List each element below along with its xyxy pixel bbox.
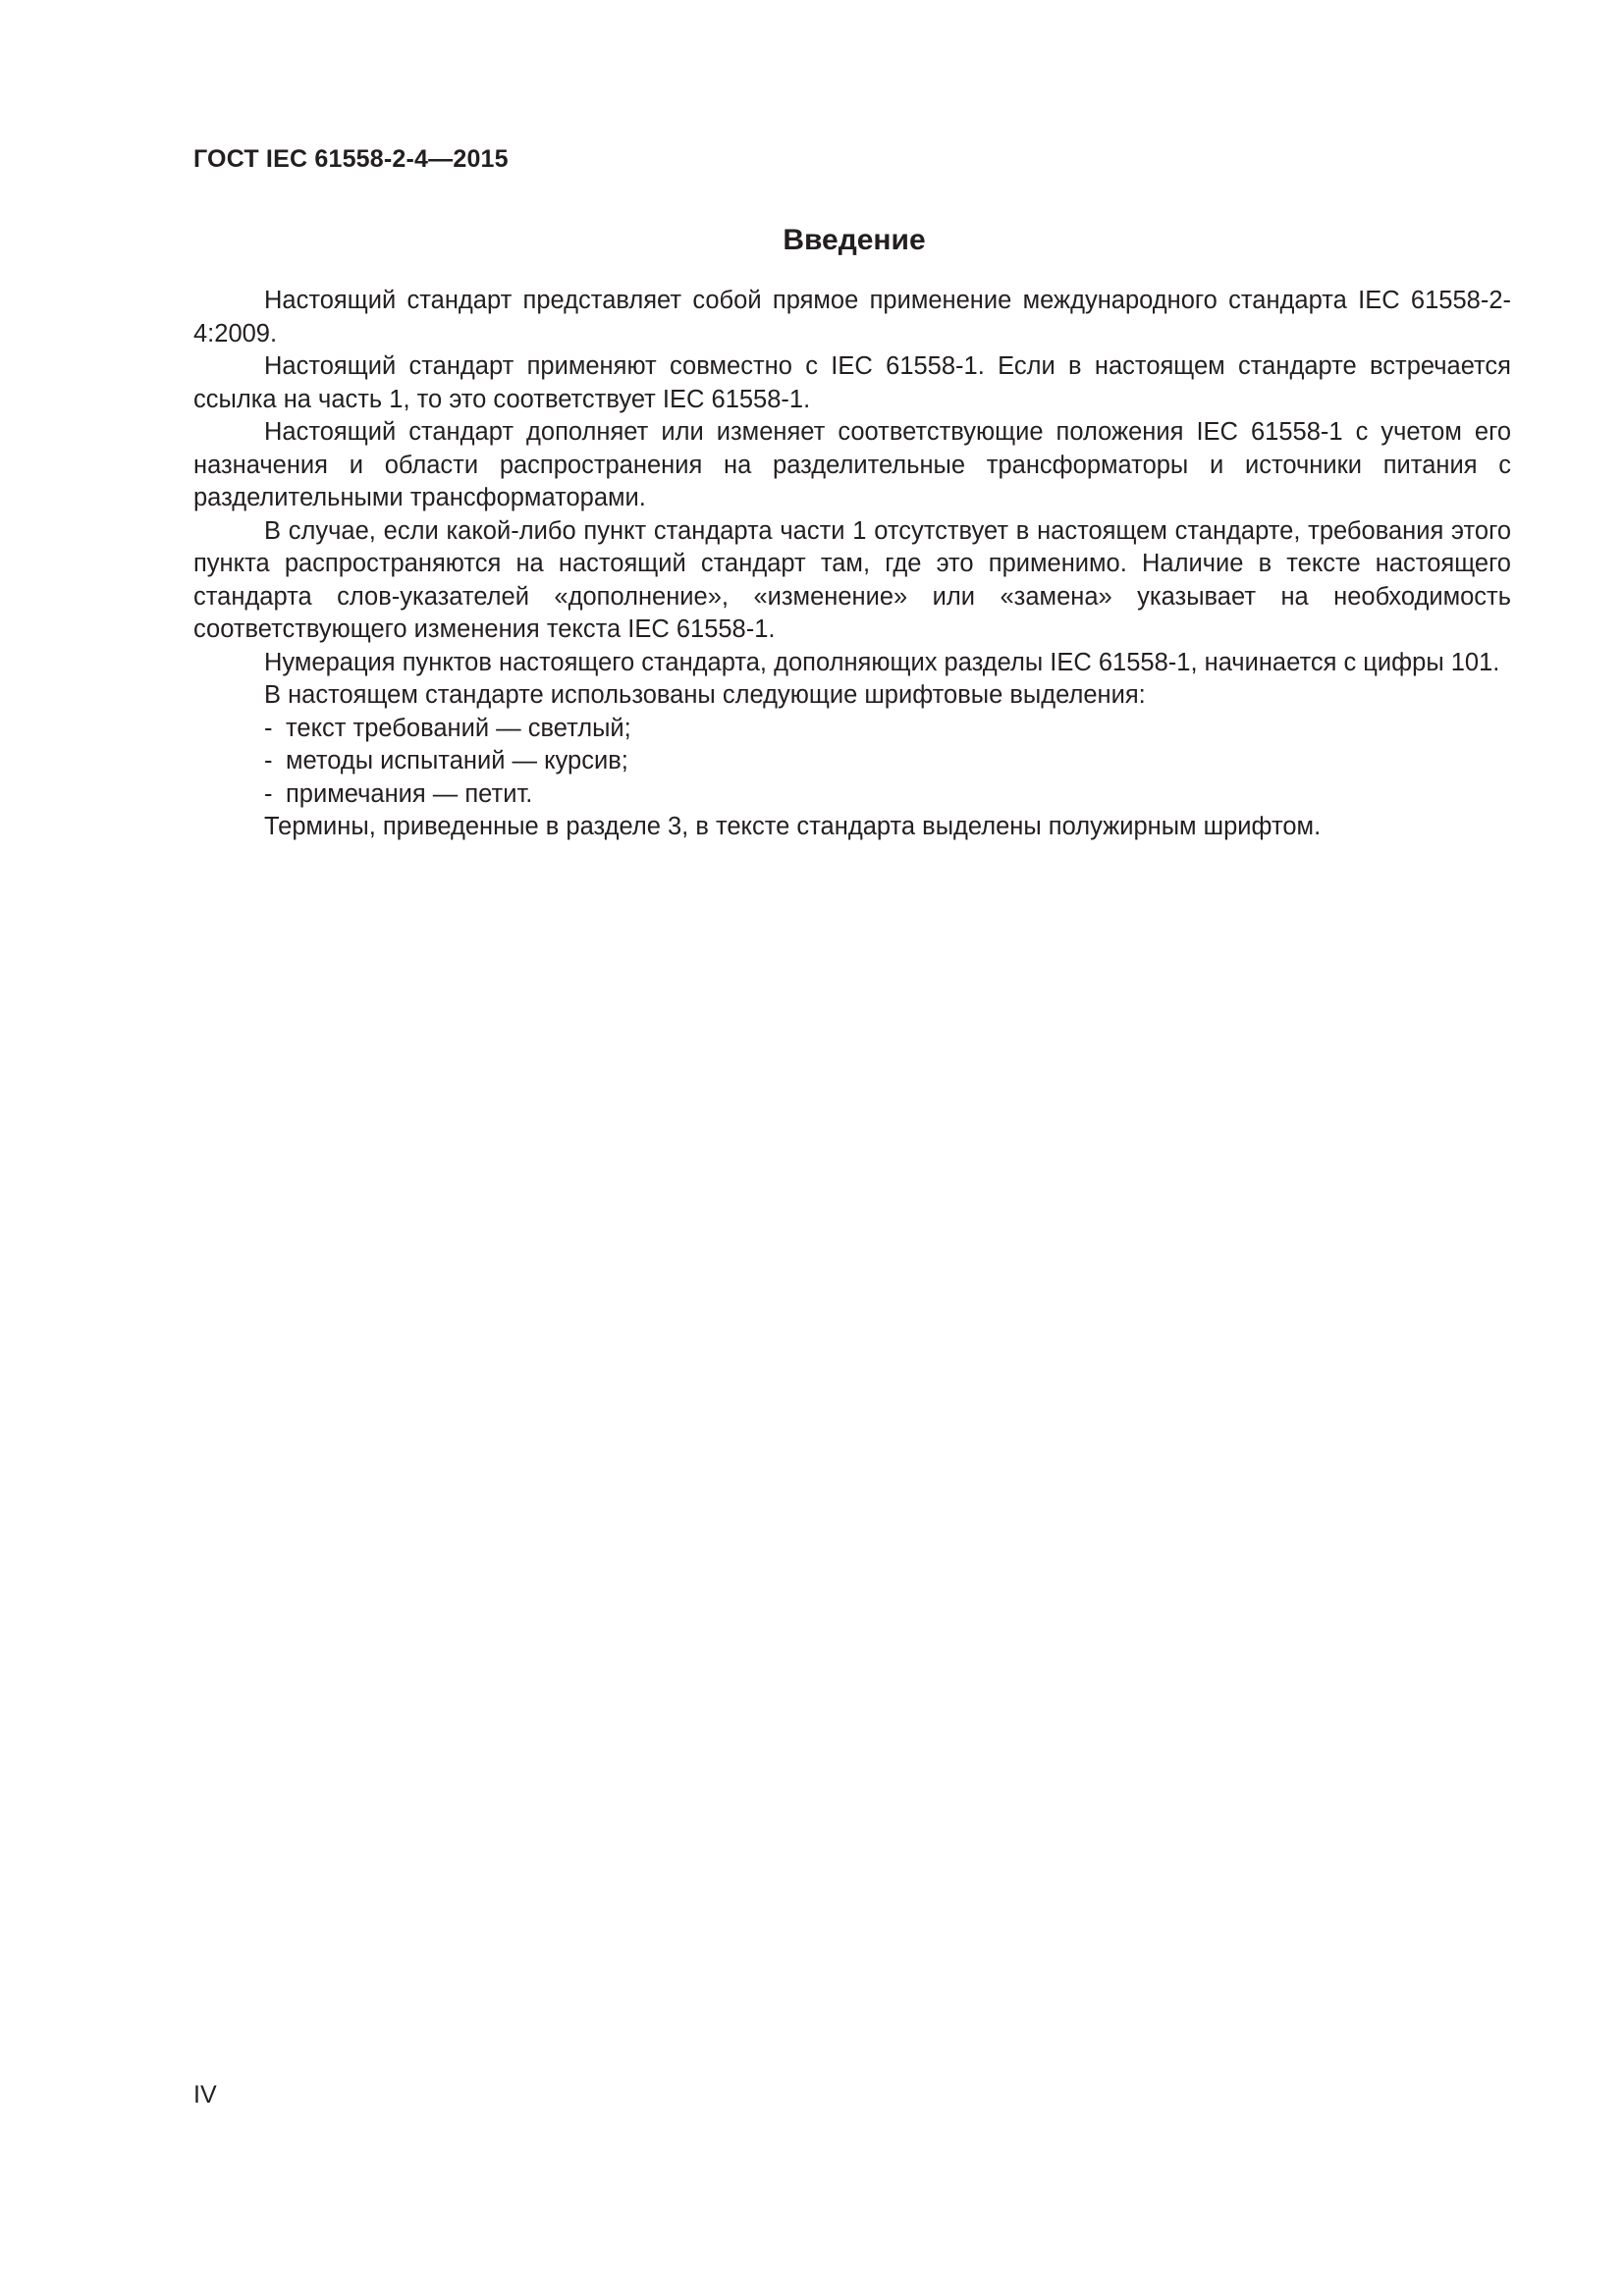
paragraph: Настоящий стандарт дополняет или изменяет соответствующие положения IEC 61558-1 с учетом его назначения и области распространения на разделительные трансформаторы и источники питания с разделительными трансформаторами. [193,418,1511,511]
list-item-text: текст требований — светлый; [286,714,631,742]
paragraph: Настоящий стандарт применяют совместно с IEC 61558-1. Если в настоящем стандарте встречается ссылка на часть 1, то это соответствует IEC 61558-1. [193,352,1511,413]
list-marker: - [264,714,273,742]
list-item [193,778,1511,812]
paragraph: Нумерация пунктов настоящего стандарта, дополняющих разделы IEC 61558-1, начинается с цифры 101. [264,648,1500,676]
paragraph: В настоящем стандарте использованы следующие шрифтовые выделения: [264,681,1146,709]
paragraph: Настоящий стандарт представляет собой прямое применение международного стандарта IEC 61558-2-4:2009. [193,287,1511,347]
paragraph: В случае, если какой-либо пункт стандарта части 1 отсутствует в настоящем стандарте, требования этого пункта распространяются на настоящий стандарт там, где это применимо. Наличие в тексте настоящего стандарта слов-указателей «дополнение», «изменение» или «замена» указывает на необходимость соответствующего изменения текста IEC 61558-1. [193,516,1511,643]
list-marker: - [264,747,273,774]
document-code: ГОСТ IEC 61558-2-4—2015 [193,145,509,173]
paragraph: Термины, приведенные в разделе 3, в тексте стандарта выделены полужирным шрифтом. [264,813,1322,840]
list-item-text: методы испытаний — курсив; [286,747,628,774]
section-title: Введение [783,224,926,256]
list-item-text: примечания — петит. [286,779,533,808]
list-item [193,745,1511,778]
list-marker: - [264,779,273,808]
list-item [193,713,1511,746]
body-text [193,285,1511,844]
page-number: IV [193,2081,217,2109]
